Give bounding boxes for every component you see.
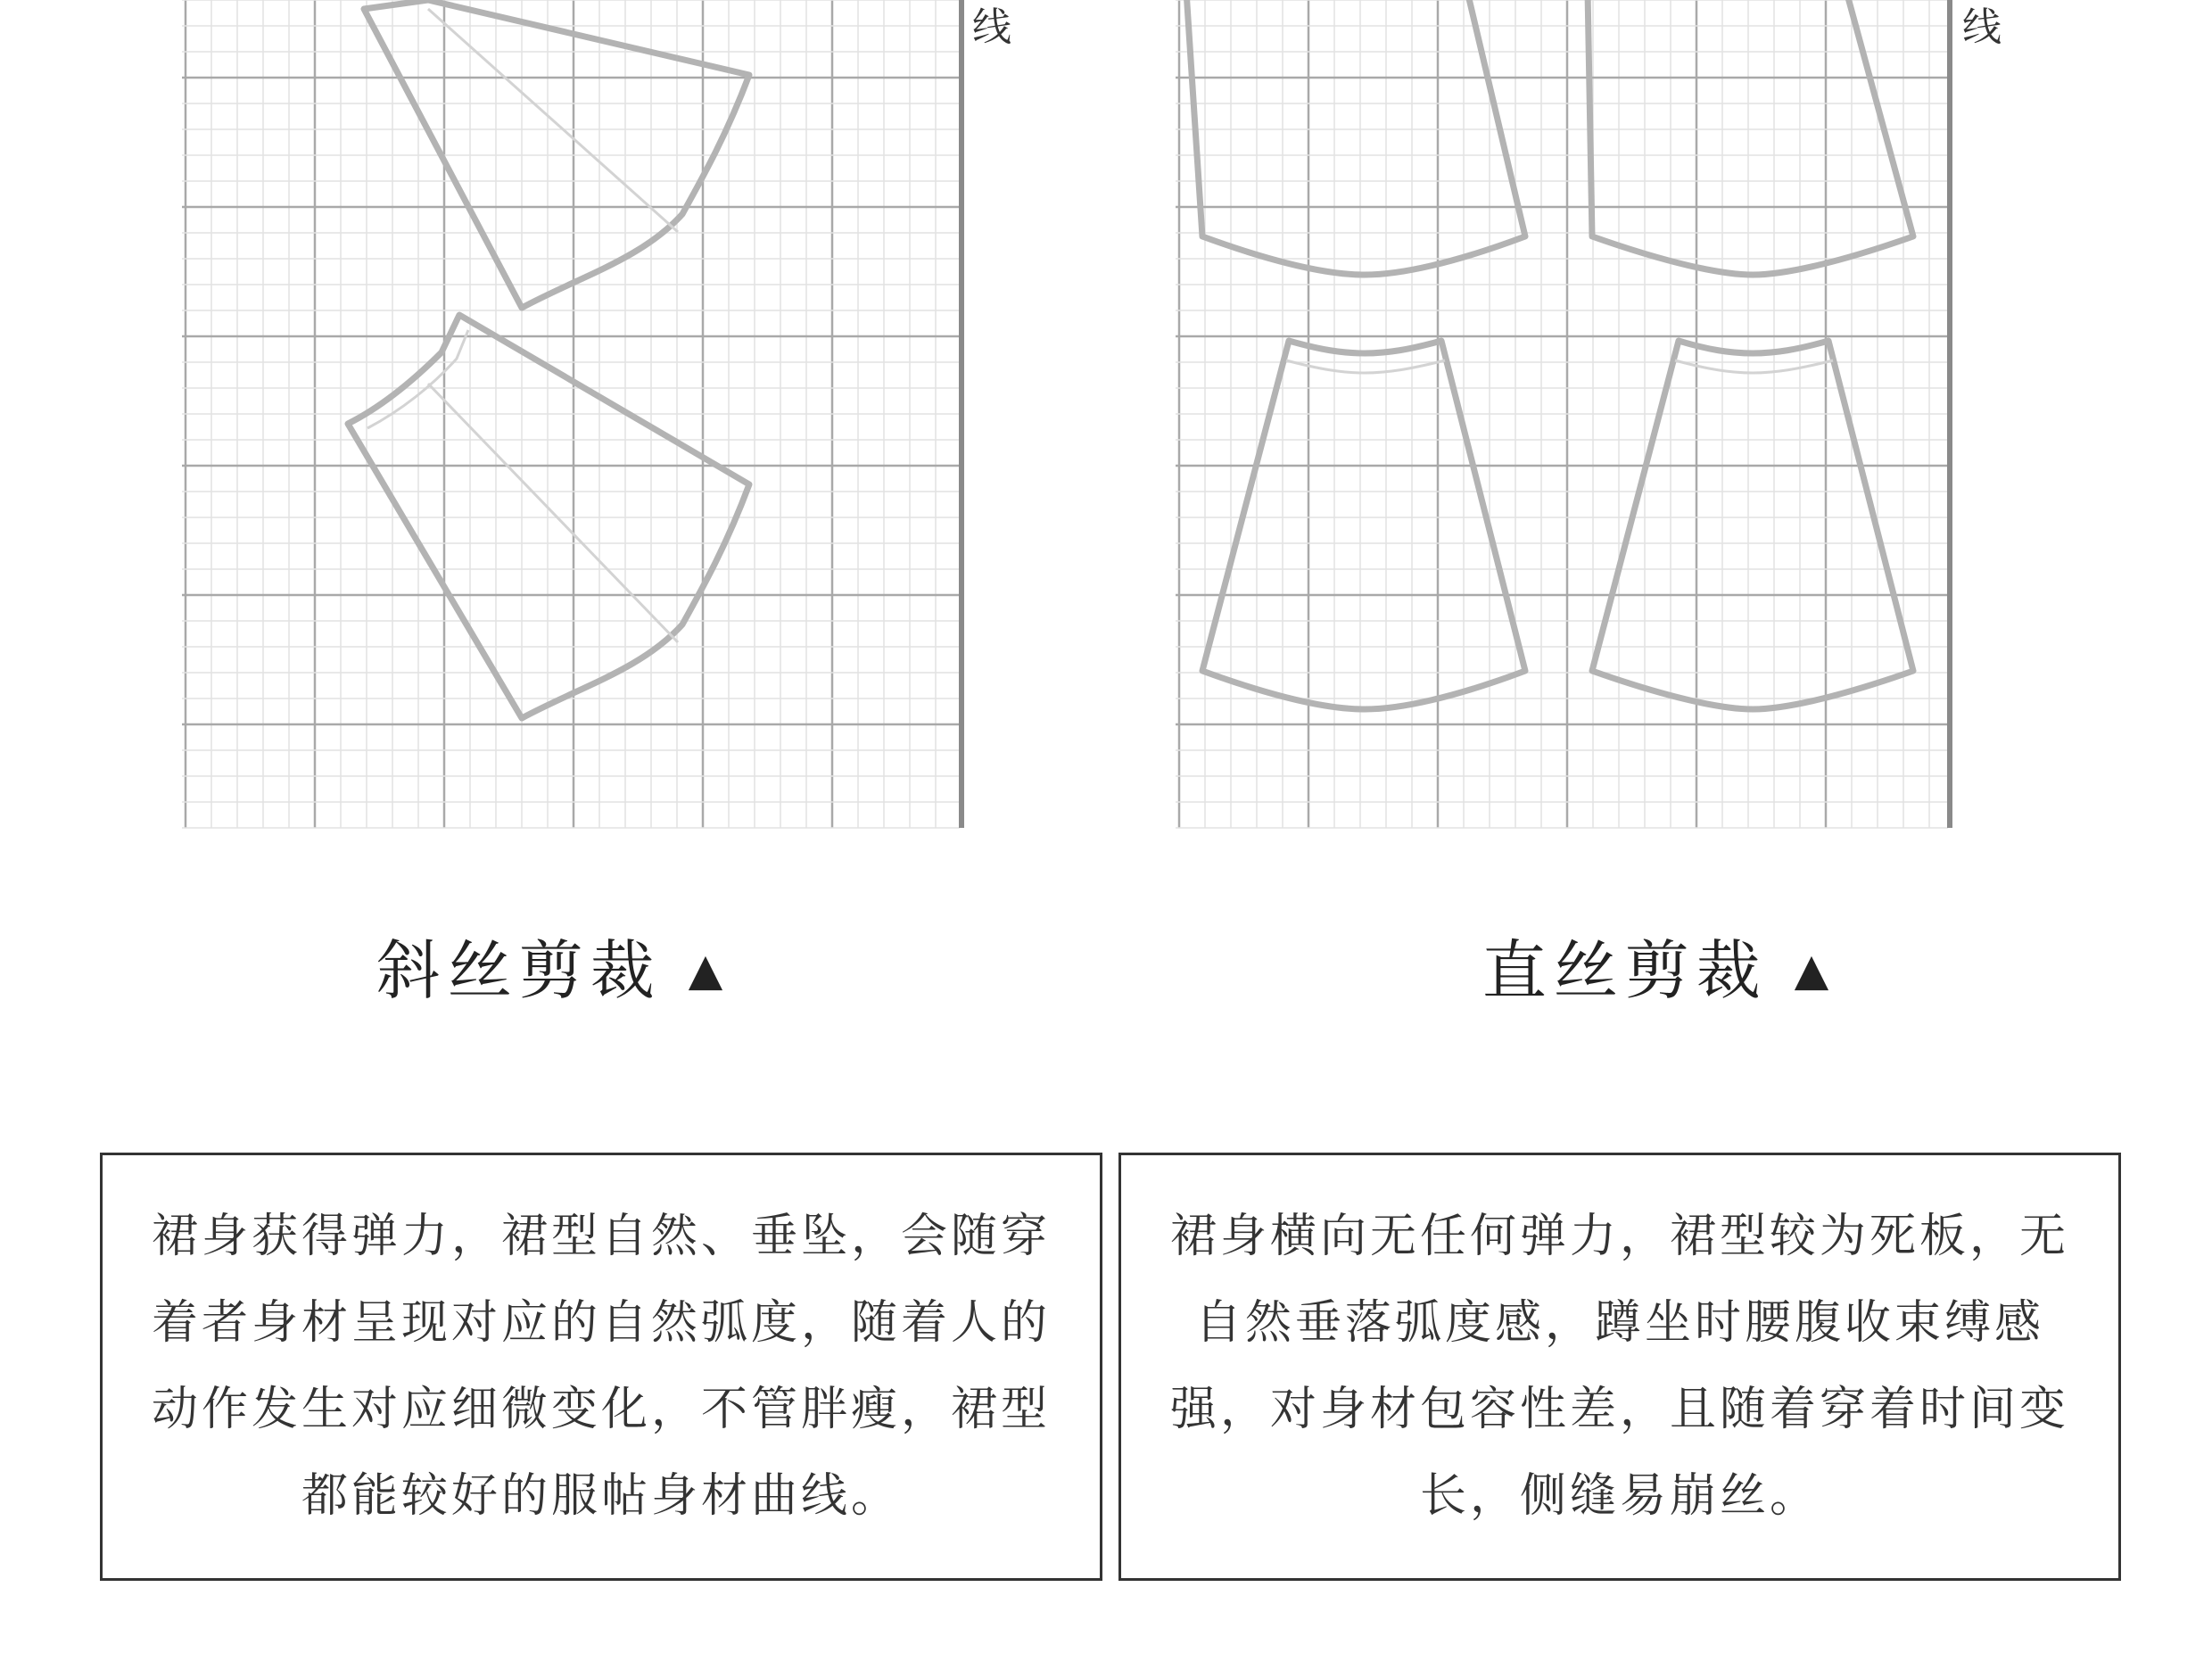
straight-pattern-piece-top-right [1588, 0, 1913, 275]
pattern-piece-outline [1592, 341, 1913, 709]
straight-cut-description-box [1118, 1153, 2121, 1581]
straight-cut-caption [1106, 919, 2212, 1008]
pattern-piece-outline [1588, 0, 1913, 275]
straight-pattern-piece-top-left [1186, 0, 1525, 275]
triangle-up-icon: ▲ [1794, 944, 1836, 996]
bias-cut-description: 裙身获得弹力，裙型自然、垂坠，会随穿着者身材呈现对应的自然弧度，随着人的动作发生对应细微变化，不管胖瘦，裙型都能较好的服帖身材曲线。 [151, 1210, 1051, 1523]
straight-cut-grid-diagram [1106, 0, 2212, 856]
bias-cut-panel [0, 0, 1106, 856]
bias-cut-description-box [100, 1153, 1102, 1581]
straight-cut-panel [1106, 0, 2212, 856]
caption-text: 斜丝剪裁 [376, 933, 662, 1008]
bias-cut-caption [0, 919, 1106, 1008]
pattern-piece-outline [364, 0, 749, 308]
pattern-piece-outline [348, 315, 749, 718]
caption-text: 直丝剪裁 [1482, 933, 1768, 1008]
pattern-piece-outline [1186, 0, 1525, 275]
grid-paper [182, 0, 962, 828]
pattern-piece-outline [1202, 341, 1525, 709]
straight-pattern-piece-bottom-right [1592, 341, 1913, 709]
straight-pattern-piece-bottom-left [1202, 341, 1525, 709]
selvage-label: 线 [1962, 4, 2002, 50]
selvage-label: 线 [972, 4, 1011, 50]
bias-pattern-piece-bottom [348, 315, 749, 718]
bias-pattern-piece-top [364, 0, 749, 308]
straight-cut-description: 裙身横向无任何弹力，裙型较为死板，无自然垂落弧度感，蹲坐时腰腹收束缚感强，对身材包容性差，且随着穿着时间变长，侧缝易崩丝。 [1169, 1210, 2069, 1523]
grid-paper [1176, 0, 1950, 828]
triangle-up-icon: ▲ [688, 944, 730, 996]
bias-cut-grid-diagram [0, 0, 1106, 856]
